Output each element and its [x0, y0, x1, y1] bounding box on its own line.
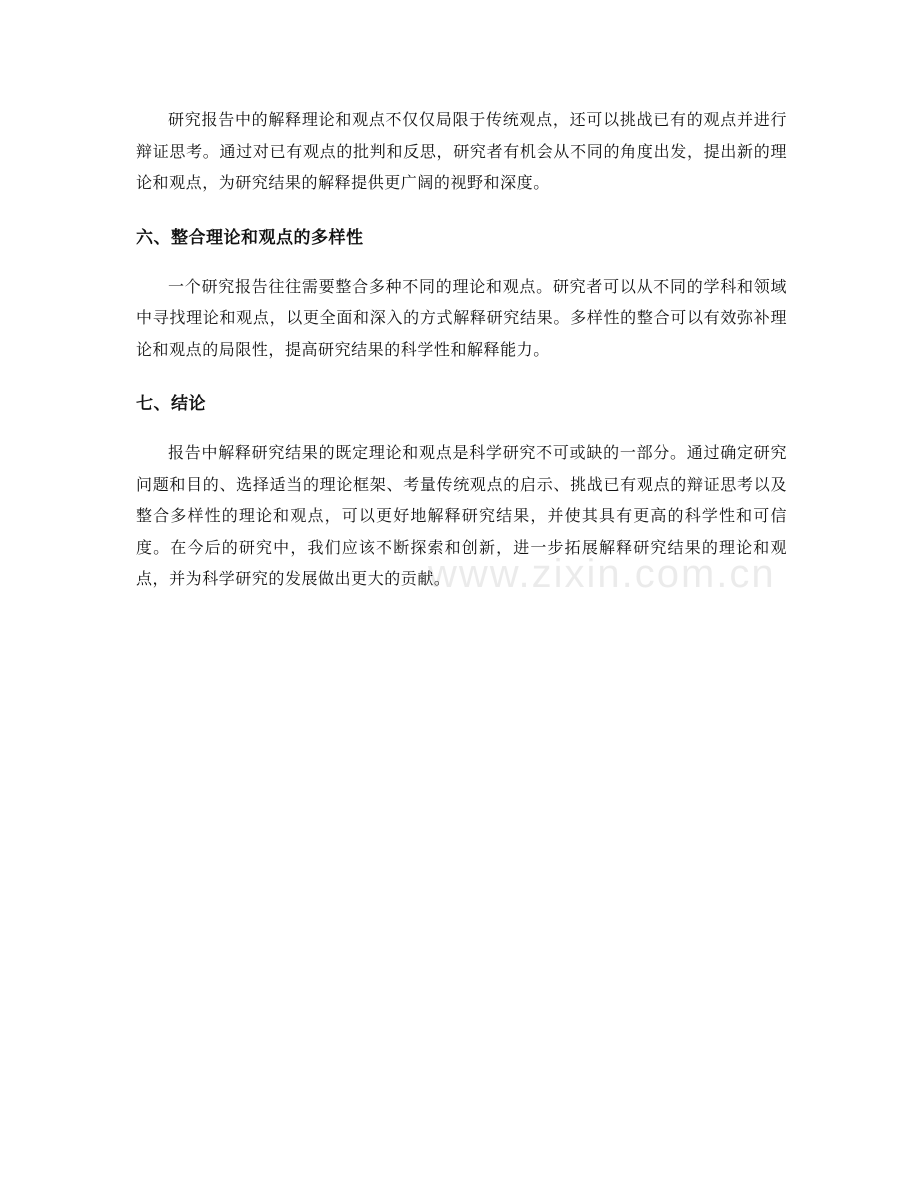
section-6-paragraph: 一个研究报告往往需要整合多种不同的理论和观点。研究者可以从不同的学科和领域中寻找理论和观点，以更全面和深入的方式解释研究结果。多样性的整合可以有效弥补理论和观点的局限性，提高研究结果的科学性和解释能力。: [136, 276, 787, 359]
document-body: [136, 104, 787, 595]
section-7-paragraph: 报告中解释研究结果的既定理论和观点是科学研究不可或缺的一部分。通过确定研究问题和目的、选择适当的理论框架、考量传统观点的启示、挑战已有观点的辩证思考以及整合多样性的理论和观点，可以更好地解释研究结果，并使其具有更高的科学性和可信度。在今后的研究中，我们应该不断探索和创新，进一步拓展解释研究结果的理论和观点，并为科学研究的发展做出更大的贡献。: [136, 443, 787, 588]
section-6-heading: 六、整合理论和观点的多样性: [136, 227, 364, 248]
intro-paragraph: 研究报告中的解释理论和观点不仅仅局限于传统观点，还可以挑战已有的观点并进行辩证思考。通过对已有观点的批判和反思，研究者有机会从不同的角度出发，提出新的理论和观点，为研究结果的解释提供更广阔的视野和深度。: [136, 110, 787, 192]
section-7-heading: 七、结论: [136, 394, 206, 414]
spacer: [136, 251, 787, 271]
spacer: [136, 417, 787, 437]
watermark-text: www.zixin.com.cn: [428, 552, 776, 596]
spacer: [136, 365, 787, 391]
spacer: [136, 199, 787, 225]
